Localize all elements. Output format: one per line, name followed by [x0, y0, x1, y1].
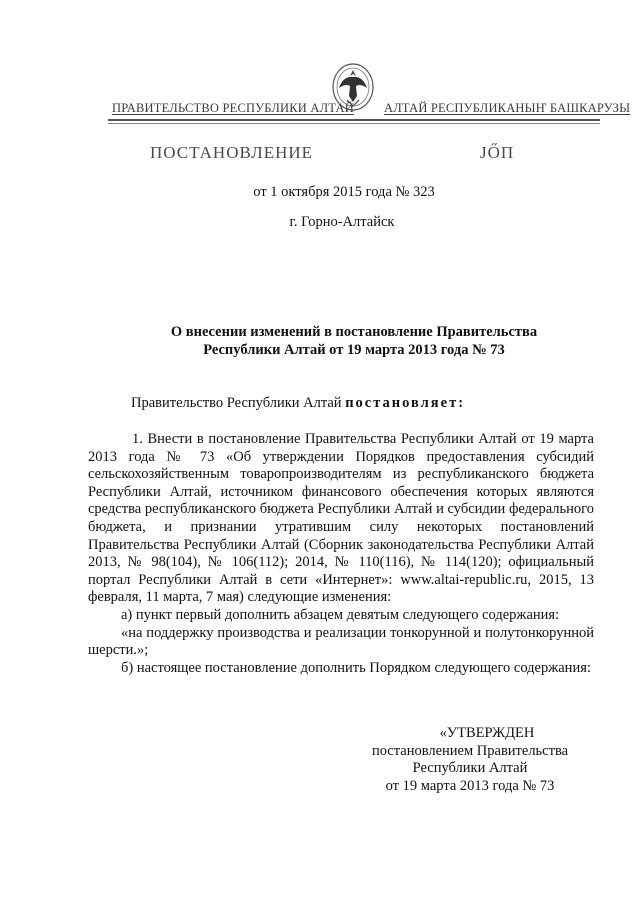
approval-line-1: «УТВЕРЖДЕН: [439, 725, 535, 741]
approval-line-2: постановлением Правительства: [371, 742, 569, 759]
approval-block: [340, 725, 600, 795]
approval-line-3: Республики Алтай: [412, 760, 528, 777]
document-body: [88, 431, 594, 677]
header-rule: [108, 119, 600, 121]
sub-item-b: б) настоящее постановление дополнить Порядком следующего содержания:: [121, 659, 591, 676]
document-date-number: от 1 октября 2015 года № 323: [253, 184, 435, 200]
preamble-verb: постановляет:: [345, 395, 466, 411]
sub-item-a: а) пункт первый дополнить абзацем девятым следующего содержания:: [121, 606, 560, 623]
document-title-line-2: Республики Алтай от 19 марта 2013 года № 73: [203, 342, 505, 358]
government-name-russian: ПРАВИТЕЛЬСТВО РЕСПУБЛИКИ АЛТАЙ: [112, 101, 354, 115]
approval-line-4: от 19 марта 2013 года № 73: [385, 777, 555, 794]
document-city: г. Горно-Алтайск: [289, 214, 395, 230]
quoted-paragraph: [88, 625, 594, 660]
document-title-line-1: О внесении изменений в постановление Правительства: [170, 324, 538, 340]
item-1-paragraph: 1. Внести в постановление Правительства Республики Алтай от 19 марта 2013 года № 73 «Об утверждении Порядков предоставления субсидий сельскохозяйственным товаропроизводителям из республиканского бюджета Республики Алтай, источником финансового обеспечения которых являются средства республиканского бюджета Республики Алтай и субсидии федерального бюджета, и признании утратившим силу некоторых постановлений Правительства Республики Алтай (Сборник законодательства Республики Алтай 2013, № 98(104), № 106(112); 2014, № 110(116), № 114(120); официальный портал Республики Алтай в сети «Интернет»: www.altai-republic.ru, 2015, 13 февраля, 11 марта, 7 мая) следующие изменения:: [88, 431, 594, 606]
preamble: [131, 395, 465, 412]
quoted-paragraph-text: «на поддержку производства и реализации тонкорунной и полутонкорунной шерсти.»;: [88, 624, 594, 659]
government-name-altai: АЛТАЙ РЕСПУБЛИКАНЫҤ БАШКАРУЗЫ: [384, 101, 631, 115]
header-rule-thin: [108, 123, 600, 124]
document-title: [108, 323, 600, 359]
document-type-altai: JŐП: [480, 143, 515, 162]
preamble-subject: Правительство Республики Алтай: [131, 395, 346, 411]
document-type-russian: ПОСТАНОВЛЕНИЕ: [150, 143, 314, 162]
